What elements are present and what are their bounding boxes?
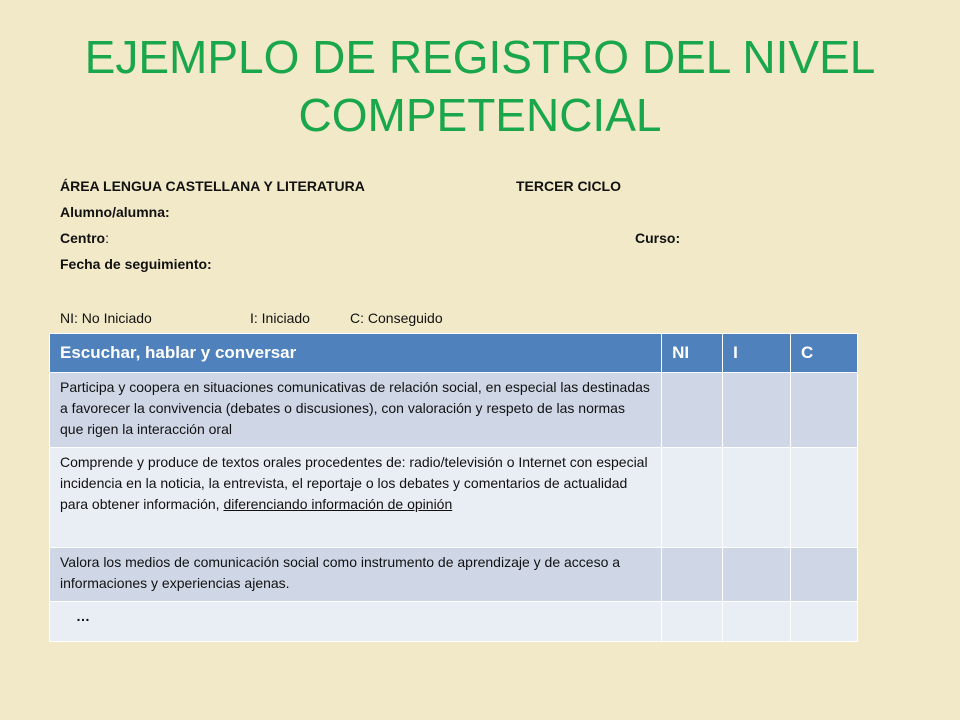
- header-i: I: [723, 334, 791, 373]
- cell-ni[interactable]: [662, 373, 723, 448]
- ciclo-label: TERCER CICLO: [516, 178, 621, 194]
- curso-label: Curso:: [635, 230, 681, 246]
- ellipsis: …: [76, 608, 90, 624]
- cell-c[interactable]: [791, 448, 858, 548]
- cell-i[interactable]: [723, 373, 791, 448]
- cell-i[interactable]: [723, 448, 791, 548]
- legend-ni: NI: No Iniciado: [60, 310, 152, 326]
- cell-c[interactable]: [791, 373, 858, 448]
- header-c: C: [791, 334, 858, 373]
- header-competency: Escuchar, hablar y conversar: [50, 334, 662, 373]
- table-row: [50, 448, 858, 548]
- table-header-row: [50, 334, 858, 373]
- competency-description: Comprende y produce de textos orales procedentes de: radio/televisión o Internet con especial incidencia en la noticia, la entrevista, el reportaje o los debates y comentarios de actualidad para obtener información, diferenciando información de opinión: [50, 448, 662, 548]
- cell-ni[interactable]: [662, 602, 723, 642]
- header-ni: NI: [662, 334, 723, 373]
- table-row: [50, 373, 858, 448]
- alumno-label: Alumno/alumna:: [60, 204, 170, 220]
- student-info: [60, 176, 760, 280]
- competency-description: Participa y coopera en situaciones comunicativas de relación social, en especial las destinadas a favorecer la convivencia (debates o discusiones), con valoración y respeto de las normas que rigen la interacción oral: [50, 373, 662, 448]
- title-line-1: EJEMPLO DE REGISTRO DEL NIVEL: [84, 31, 876, 83]
- underlined-text: diferenciando información de opinión: [223, 496, 453, 512]
- legend-c: C: Conseguido: [350, 310, 443, 326]
- cell-i[interactable]: [723, 548, 791, 602]
- cell-c[interactable]: [791, 602, 858, 642]
- area-label: ÁREA LENGUA CASTELLANA Y LITERATURA: [60, 178, 365, 194]
- cell-i[interactable]: [723, 602, 791, 642]
- legend-i: I: Iniciado: [250, 310, 310, 326]
- fecha-label: Fecha de seguimiento:: [60, 256, 212, 272]
- title-line-2: COMPETENCIAL: [298, 89, 662, 141]
- competency-description: Valora los medios de comunicación social como instrumento de aprendizaje y de acceso a informaciones y experiencias ajenas.: [50, 548, 662, 602]
- competency-description: [50, 602, 662, 642]
- page-title: [0, 28, 960, 144]
- centro-label: Centro:: [60, 230, 110, 246]
- competency-table: [49, 333, 858, 642]
- cell-c[interactable]: [791, 548, 858, 602]
- table-row: [50, 548, 858, 602]
- cell-ni[interactable]: [662, 448, 723, 548]
- cell-ni[interactable]: [662, 548, 723, 602]
- table-row: [50, 602, 858, 642]
